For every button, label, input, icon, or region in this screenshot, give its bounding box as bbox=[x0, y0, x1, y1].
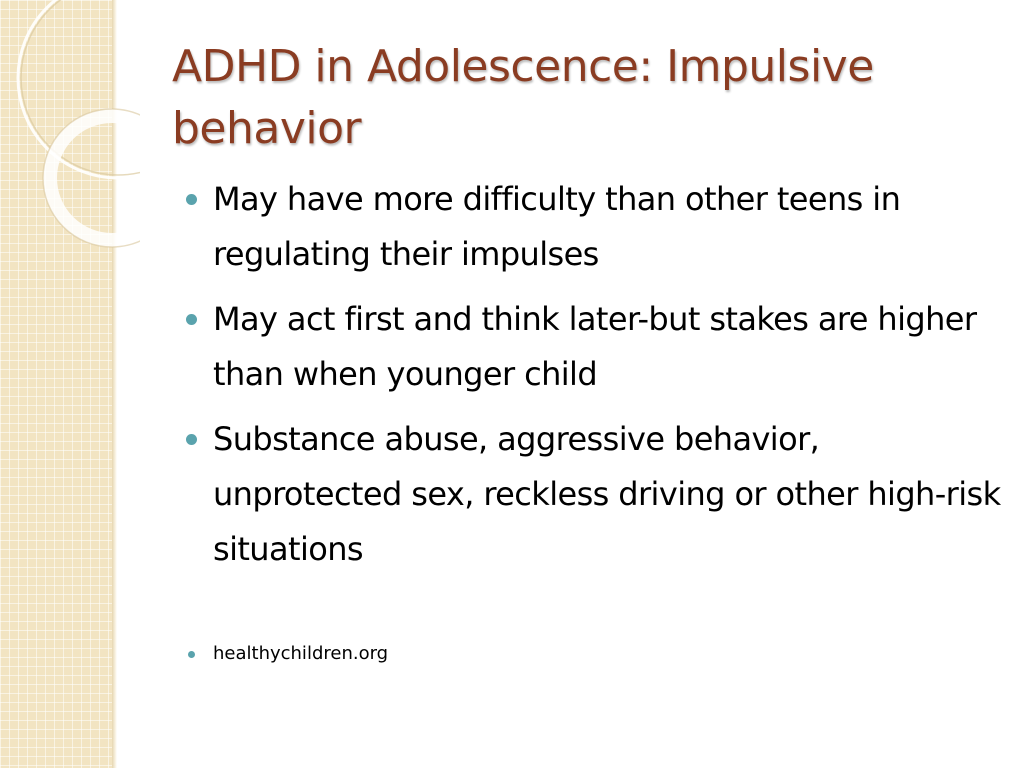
bullet-dot-icon bbox=[186, 194, 197, 205]
source-citation bbox=[183, 642, 388, 666]
bullet-dot-icon bbox=[186, 434, 197, 445]
bullet-item bbox=[183, 412, 1003, 577]
bullet-item bbox=[183, 172, 1003, 282]
slide-title: ADHD in Adolescence: Impulsive behavior bbox=[172, 41, 874, 154]
bullet-item bbox=[183, 292, 1003, 402]
decorative-circles bbox=[0, 0, 140, 260]
bullet-dot-icon bbox=[186, 314, 197, 325]
source-text: healthychildren.org bbox=[213, 643, 389, 664]
bullet-text: May have more difficulty than other teens in regulating their impulses bbox=[213, 180, 901, 273]
bullet-list bbox=[183, 172, 1003, 587]
bullet-text: May act first and think later-but stakes are higher than when younger child bbox=[213, 300, 977, 393]
bullet-text: Substance abuse, aggressive behavior, unprotected sex, reckless driving or other high-risk situations bbox=[213, 420, 1001, 568]
bullet-dot-icon bbox=[188, 651, 195, 658]
